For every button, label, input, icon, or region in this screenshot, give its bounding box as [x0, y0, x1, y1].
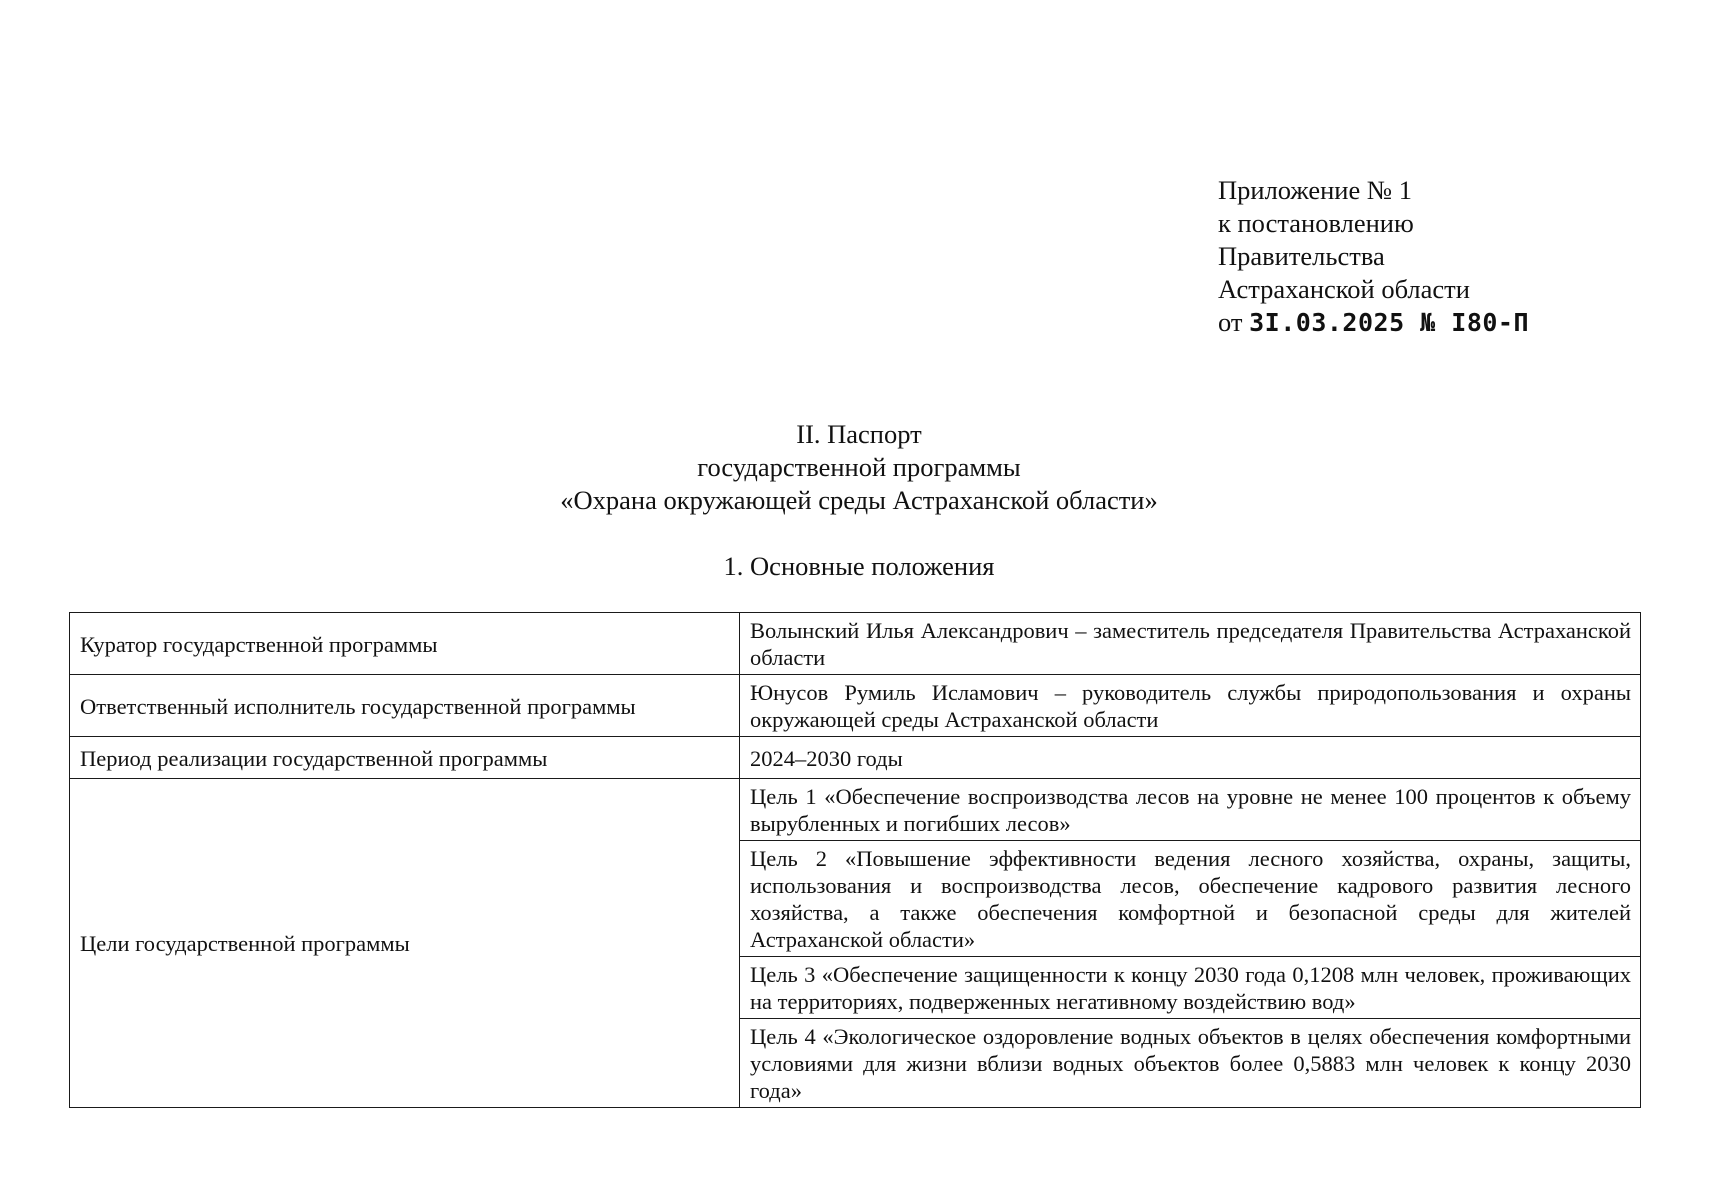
- appendix-number: Приложение № 1: [1218, 175, 1413, 205]
- title-line-2: государственной программы: [697, 452, 1021, 482]
- table-cell-label: Ответственный исполнитель государственной программы: [70, 675, 740, 737]
- appendix-ref-line: к постановлению: [1218, 208, 1414, 238]
- table-row: [70, 613, 1641, 675]
- table-cell-value: Волынский Илья Александрович – заместитель председателя Правительства Астраханской области: [740, 613, 1641, 675]
- table-cell-value: Юнусов Румиль Исламович – руководитель службы природопользования и охраны окружающей среды Астраханской области: [740, 675, 1641, 737]
- appendix-date-line: [1218, 306, 1529, 339]
- appendix-date-prefix: от: [1218, 307, 1243, 337]
- title-line-3: «Охрана окружающей среды Астраханской области»: [560, 485, 1158, 515]
- goal-cell: Цель 3 «Обеспечение защищенности к концу 2030 года 0,1208 млн человек, проживающих на территориях, подверженных негативному воздействию вод»: [740, 957, 1641, 1019]
- goal-cell: Цель 4 «Экологическое оздоровление водных объектов в целях обеспечения комфортными условиями для жизни вблизи водных объектов более 0,5883 млн человек к концу 2030 года»: [740, 1019, 1641, 1108]
- appendix-region-line: Астраханской области: [1218, 274, 1470, 304]
- appendix-header: [1218, 174, 1529, 339]
- table-row: [70, 779, 1641, 841]
- title-line-1: II. Паспорт: [796, 419, 922, 449]
- table-row: [70, 737, 1641, 779]
- goal-cell: Цель 1 «Обеспечение воспроизводства лесов на уровне не менее 100 процентов к объему вырубленных и погибших лесов»: [740, 779, 1641, 841]
- table-cell-value: 2024–2030 годы: [740, 737, 1641, 779]
- appendix-date-stamp: 3I.03.2025 № I80-П: [1249, 308, 1530, 337]
- table-cell-label: Период реализации государственной программы: [70, 737, 740, 779]
- table-cell-label: Куратор государственной программы: [70, 613, 740, 675]
- goal-cell: Цель 2 «Повышение эффективности ведения лесного хозяйства, охраны, защиты, использования и воспроизводства лесов, обеспечение кадрового развития лесного хозяйства, а также обеспечения комфортной и безопасной среды для жителей Астраханской области»: [740, 841, 1641, 957]
- table-row: [70, 675, 1641, 737]
- goals-label-cell: Цели государственной программы: [70, 779, 740, 1108]
- section-title: 1. Основные положения: [723, 551, 995, 581]
- appendix-authority-line: Правительства: [1218, 241, 1385, 271]
- passport-table: [69, 612, 1641, 1108]
- document-title: [0, 418, 1718, 517]
